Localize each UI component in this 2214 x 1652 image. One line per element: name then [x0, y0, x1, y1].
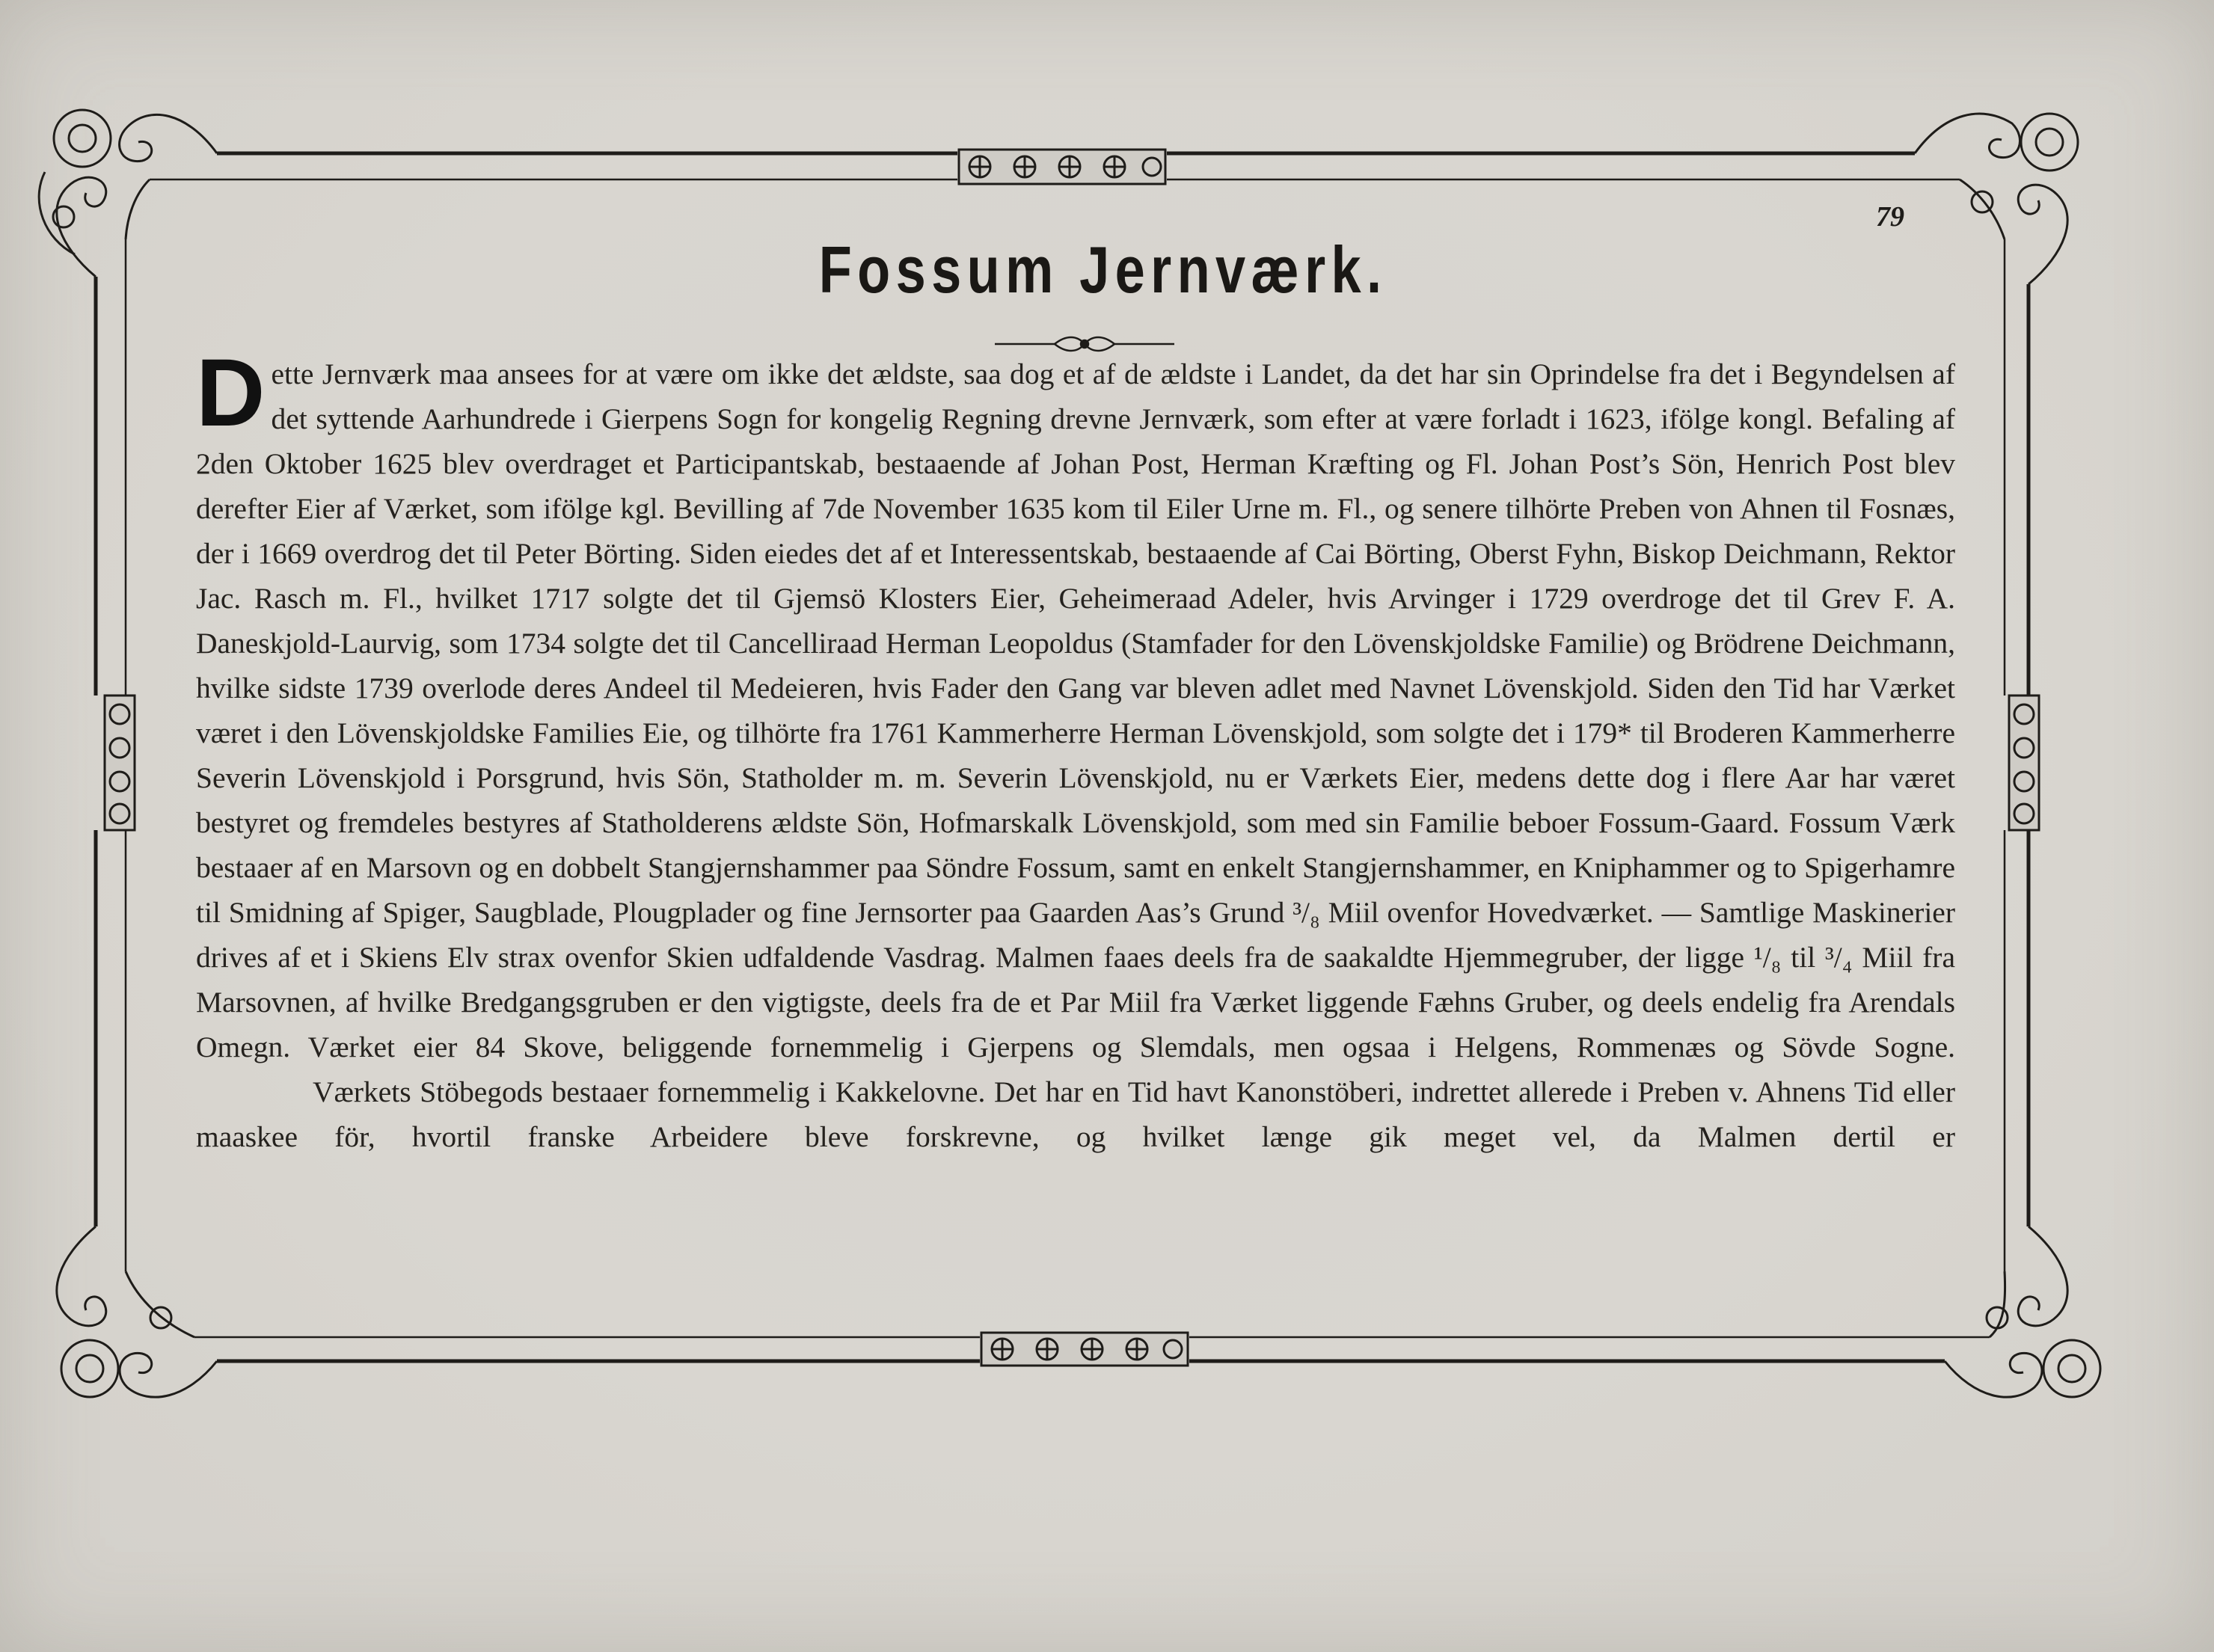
paragraph-1-text: ette Jernværk maa ansees for at være om ikke det ældste, saa dog et af de ældste i Landet, da det har sin Oprindelse fra det i Begyndelsen af det syttende Aarhundrede i Gierpens Sogn for kongelig Regning drevne Jernværk, som efter at være forladt i 1623, ifölge kongl. Befaling af 2den Oktober 1625 blev overdraget et Participantskab, bestaaende af Johan Post, Herman Kræfting og Fl. Johan Post’s Sön, Henrich Post blev derefter Eier af Værket, som ifölge kgl. Bevilling af 7de November 1635 kom til Eiler Urne m. Fl., og senere tilhörte Preben von Ahnen til Fosnæs, der i 1669 overdrog det til Peter Börting. Siden eiedes det af et Interessentskab, bestaaende af Cai Börting, Oberst Fyhn, Biskop Deichmann, Rektor Jac. Rasch m. Fl., hvilket 1717 solgte det til Gjemsö Klosters Eier, Geheimeraad Adeler, hvis Arvinger i 1729 overdroge det til Grev F. A. Daneskjold-Laurvig, som 1734 solgte det til Cancelliraad Herman Leopoldus (Stamfader for den Lövenskjoldske Familie) og Brödrene Deichmann, hvilke sidste 1739 overlode deres Andeel til Medeieren, hvis Fader den Gang var bleven adlet med Navnet Lövenskjold. Siden den Tid har Værket været i den Lövenskjoldske Families Eie, og tilhörte fra 1761 Kammerherre Herman Lövenskjold, som solgte det i 179* til Broderen Kammerherre Severin Lövenskjold i Porsgrund, hvis Sön, Statholder m. m. Severin Lövenskjold, nu er Værkets Eier, medens dette dog i flere Aar har været bestyret og fremdeles bestyres af Statholderens ældste Sön, Hofmarskalk Lövenskjold, som med sin Familie beboer Fossum-Gaard. Fossum Værk bestaaer af en Marsovn og en dobbelt Stangjernshammer paa Söndre Fossum, samt en enkelt Stangjernshammer, en Kniphammer og to Spigerhamre til Smidning af Spiger, Saugblade, Plougplader og fine Jernsorter paa Gaarden Aas’s Grund ³/₈ Miil ovenfor Hovedværket. — Samtlige Maskinerier drives af et i Skiens Elv strax ovenfor Skien udfaldende Vasdrag. Malmen faaes deels fra de saakaldte Hjemmegruber, der ligge ¹/₈ til ³/₄ Miil fra Marsovnen, af hvilke Bredgangsgruben er den vigtigste, deels fra de et Par Miil fra Værket liggende Fæhns Gruber, og deels endelig fra Arendals Omegn. Værket eier 84 Skove, beliggende fornemmelig i Gjerpens og Slemdals, men ogsaa i Helgens, Rommenæs og Sövde Sogne. — [196, 357, 1955, 1063]
right-middle-ornament — [2009, 696, 2039, 830]
page-number: 79 — [1876, 201, 1904, 233]
paragraph-1 — [196, 340, 1955, 1069]
bottom-center-ornament — [981, 1333, 1188, 1366]
drop-cap: D — [196, 340, 266, 446]
top-center-ornament — [959, 150, 1165, 184]
bottom-left-corner-ornament — [57, 1226, 217, 1397]
top-left-corner-ornament — [39, 110, 217, 277]
article-body — [196, 340, 1955, 1159]
paragraph-2: Værkets Stöbegods bestaaer fornemmelig i Kakkelovne. Det har en Tid havt Kanonstöberi, indrettet allerede i Preben v. Ahnens Tid eller maaskee för, hvortil franske Arbeidere bleve forskrevne, og hvilket længe gik meget vel, da Malmen dertil er — [196, 1075, 1955, 1153]
bottom-right-corner-ornament — [1945, 1226, 2100, 1397]
left-middle-ornament — [105, 696, 135, 830]
page-title: Fossum Jernværk. — [818, 233, 1387, 307]
